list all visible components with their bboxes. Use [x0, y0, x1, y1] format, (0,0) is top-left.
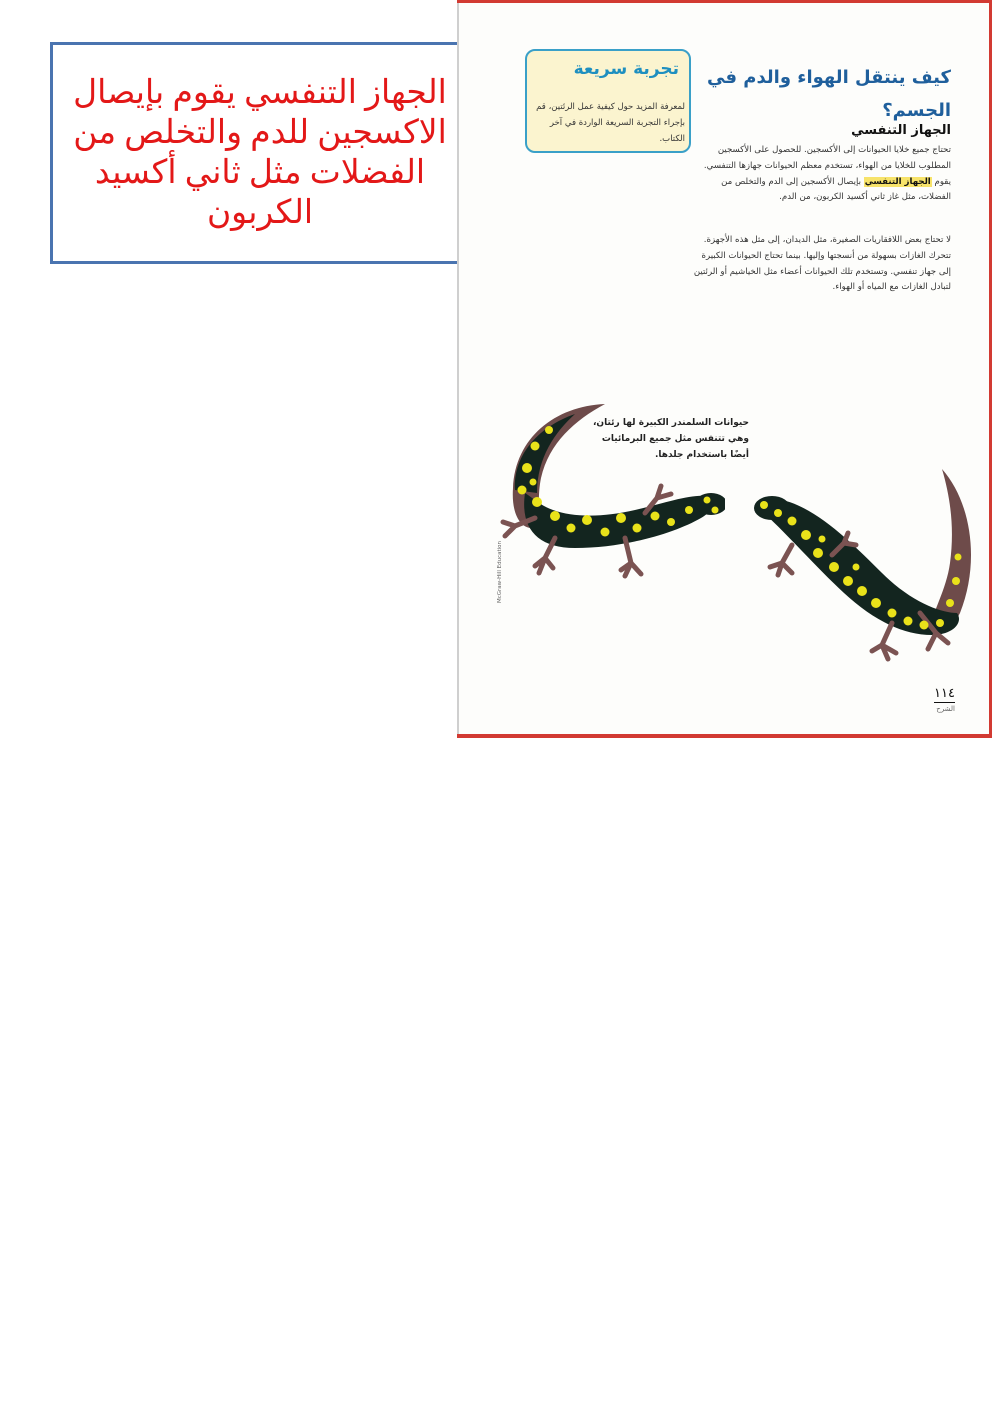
section-heading: الجهاز التنفسي	[851, 123, 951, 138]
quick-experiment-title: تجربة سريعة	[573, 59, 679, 79]
paragraph-1	[689, 143, 951, 206]
salamander-left-image	[475, 398, 725, 588]
page-label: الشرح	[936, 705, 955, 713]
textbook-page	[457, 0, 992, 738]
quick-experiment-body: لمعرفة المزيد حول كيفية عمل الرئتين، قم بإجراء التجربة السريعة الواردة في آخر الكتاب.	[536, 102, 685, 144]
salamander-right-image	[752, 463, 987, 678]
photo-credit: McGraw-Hill Education	[497, 541, 503, 603]
paragraph-2: لا تحتاج بعض اللافقاريات الصغيرة، مثل الديدان، إلى مثل هذه الأجهزة. تتحرك الغازات بسهولة من أنسجتها وإليها. بينما تحتاج الحيوانات الكبيرة إلى جهاز تنفسي. وتستخدم تلك الحيوانات أعضاء مثل الخياشيم أو الرئتين لتبادل الغازات مع المياه أو الهواء.	[693, 235, 951, 293]
page-number: ١١٤	[934, 686, 955, 701]
page-title: كيف ينتقل الهواء والدم في الجسم؟	[707, 67, 951, 121]
paragraph-1-start: تحتاج جميع خلايا الحيوانات إلى الأكسجين. للحصول على الأكسجين المطلوب للخلايا من الهواء، تستخدم معظم الحيوانات جهازها التنفسي. يقوم	[703, 145, 951, 187]
image-caption: حيوانات السلمندر الكبيرة لها رئتان، وهي تتنفس مثل جميع البرمائيات أيضًا باستخدام جلدها.	[593, 418, 749, 460]
page-edge	[457, 3, 459, 734]
paragraph-1-end: بإيصال الأكسجين إلى الدم والتخلص من الفضلات، مثل غاز ثاني أكسيد الكربون، من الدم.	[721, 176, 951, 203]
annotation-note-text: الجهاز التنفسي يقوم بإيصال الاكسجين للدم والتخلص من الفضلات مثل ثاني أكسيد الكربون	[73, 75, 447, 231]
highlighted-term: الجهاز التنفسي	[864, 176, 931, 187]
annotation-note-box	[50, 42, 470, 264]
